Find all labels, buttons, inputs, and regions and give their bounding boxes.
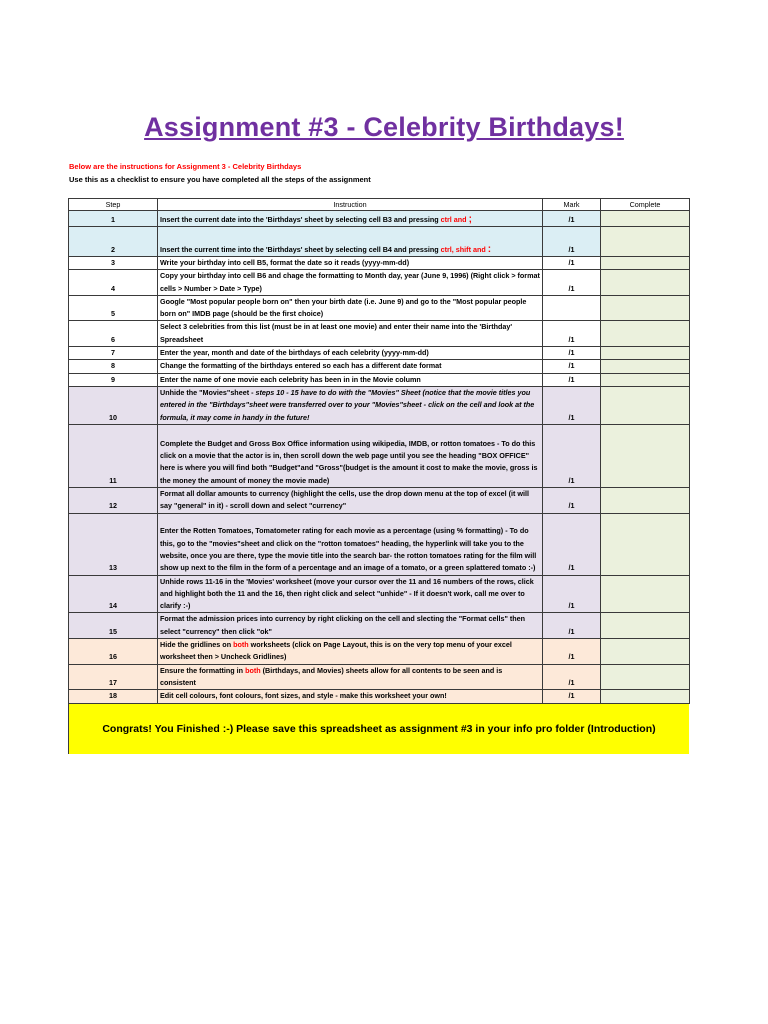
complete-cell[interactable] bbox=[601, 613, 690, 639]
instruction-text: Edit cell colours, font colours, font sizes, and style - make this worksheet your own! bbox=[160, 691, 447, 701]
step-number: 5 bbox=[69, 295, 158, 321]
instruction-text: Change the formatting of the birthdays entered so each has a different date format bbox=[160, 361, 442, 371]
mark-cell: /1 bbox=[543, 373, 601, 386]
instruction-cell bbox=[158, 227, 543, 257]
instruction-cell bbox=[158, 257, 543, 270]
complete-cell[interactable] bbox=[601, 386, 690, 424]
mark-cell: /1 bbox=[543, 321, 601, 347]
instruction-text: Enter the year, month and date of the birthdays of each celebrity (yyyy-mm-dd) bbox=[160, 348, 429, 358]
instruction-text: Copy your birthday into cell B6 and chage the formatting to Month day, year (June 9, 1996) (Right click > format cells > Number > Date > Type) bbox=[160, 271, 540, 293]
step-number: 16 bbox=[69, 639, 158, 665]
instruction-cell bbox=[158, 664, 543, 690]
table-row bbox=[69, 664, 690, 690]
complete-cell[interactable] bbox=[601, 575, 690, 613]
header-mark: Mark bbox=[543, 199, 601, 211]
complete-cell[interactable] bbox=[601, 321, 690, 347]
step-number: 9 bbox=[69, 373, 158, 386]
table-row bbox=[69, 373, 690, 386]
instruction-text: Insert the current date into the 'Birthdays' sheet by selecting cell B3 and pressing bbox=[160, 214, 441, 224]
header-complete: Complete bbox=[601, 199, 690, 211]
step-number: 8 bbox=[69, 360, 158, 373]
instruction-text: Insert the current time into the 'Birthdays' sheet by selecting cell B4 and pressing bbox=[160, 244, 441, 254]
table-row bbox=[69, 295, 690, 321]
instruction-cell bbox=[158, 211, 543, 227]
instruction-text: Enter the Rotten Tomatoes, Tomatometer rating for each movie as a percentage (using % formatting) - To do this, go to the "movies"sheet and click on the "rotton tomatoes" heading, the hyperlink will take you to the website, once you are there, type the movie title into the search bar- the rotton tomatoes rating for the film will show up next to the film in the form of a percentage and an image of a tomato, or a green splattered tomato :-) bbox=[160, 526, 537, 573]
mark-cell: /1 bbox=[543, 270, 601, 296]
instruction-text: Write your birthday into cell B5, format the date so it reads (yyyy-mm-dd) bbox=[160, 258, 410, 267]
mark-cell: /1 bbox=[543, 613, 601, 639]
instruction-text: Select 3 celebrities from this list (must be in at least one movie) and enter their name into the 'Birthday' Spreadsheet bbox=[160, 322, 513, 344]
mark-cell: /1 bbox=[543, 227, 601, 257]
table-row bbox=[69, 257, 690, 270]
header-row bbox=[69, 199, 690, 211]
complete-cell[interactable] bbox=[601, 295, 690, 321]
instruction-text: both bbox=[233, 640, 249, 650]
complete-cell[interactable] bbox=[601, 690, 690, 703]
table-row bbox=[69, 613, 690, 639]
mark-cell: /1 bbox=[543, 211, 601, 227]
table-row bbox=[69, 321, 690, 347]
complete-cell[interactable] bbox=[601, 227, 690, 257]
instruction-text: worksheets (click on Page Layout, this is on the very top menu of your excel worksheet then > Uncheck Gridlines) bbox=[160, 640, 512, 662]
instruction-cell bbox=[158, 513, 543, 575]
table-row bbox=[69, 347, 690, 360]
instruction-text: ; bbox=[468, 213, 472, 225]
instruction-cell bbox=[158, 347, 543, 360]
mark-cell: /1 bbox=[543, 487, 601, 513]
complete-cell[interactable] bbox=[601, 257, 690, 270]
complete-cell[interactable] bbox=[601, 360, 690, 373]
instruction-text: both bbox=[245, 665, 261, 675]
instruction-cell bbox=[158, 424, 543, 487]
step-number: 2 bbox=[69, 227, 158, 257]
table-row bbox=[69, 360, 690, 373]
instruction-text: (Birthdays, and Movies) sheets allow for all contents to be seen and is consistent bbox=[160, 665, 503, 687]
instruction-text: Ensure the formatting in bbox=[160, 665, 246, 675]
mark-cell: /1 bbox=[543, 690, 601, 703]
table-row bbox=[69, 211, 690, 227]
mark-cell: /1 bbox=[543, 386, 601, 424]
instruction-cell bbox=[158, 360, 543, 373]
instruction-cell bbox=[158, 386, 543, 424]
complete-cell[interactable] bbox=[601, 487, 690, 513]
complete-cell[interactable] bbox=[601, 639, 690, 665]
step-number: 4 bbox=[69, 270, 158, 296]
instruction-text: Hide the gridlines on bbox=[160, 640, 234, 650]
step-number: 10 bbox=[69, 386, 158, 424]
instruction-text: ctrl and bbox=[440, 214, 469, 224]
mark-cell: /1 bbox=[543, 575, 601, 613]
mark-cell: /1 bbox=[543, 257, 601, 270]
instruction-text: Unhide the "Movies"sheet - bbox=[160, 388, 256, 398]
instruction-text: ctrl, shift and bbox=[440, 244, 488, 254]
mark-cell: /1 bbox=[543, 664, 601, 690]
complete-cell[interactable] bbox=[601, 347, 690, 360]
instruction-cell bbox=[158, 295, 543, 321]
instruction-cell bbox=[158, 690, 543, 703]
instruction-cell bbox=[158, 321, 543, 347]
mark-cell bbox=[543, 295, 601, 321]
step-number: 3 bbox=[69, 257, 158, 270]
intro-line: Use this as a checklist to ensure you have completed all the steps of the assignment bbox=[69, 175, 371, 184]
step-number: 13 bbox=[69, 513, 158, 575]
step-number: 1 bbox=[69, 211, 158, 227]
instruction-cell bbox=[158, 613, 543, 639]
instruction-cell bbox=[158, 373, 543, 386]
complete-cell[interactable] bbox=[601, 270, 690, 296]
congrats-banner: Congrats! You Finished :-) Please save this spreadsheet as assignment #3 in your info pro folder (Introduction) bbox=[68, 704, 689, 754]
table-row bbox=[69, 690, 690, 703]
step-number: 14 bbox=[69, 575, 158, 613]
step-number: 18 bbox=[69, 690, 158, 703]
table-row bbox=[69, 424, 690, 487]
mark-cell: /1 bbox=[543, 360, 601, 373]
complete-cell[interactable] bbox=[601, 373, 690, 386]
mark-cell: /1 bbox=[543, 347, 601, 360]
table-row bbox=[69, 639, 690, 665]
header-instruction: Instruction bbox=[158, 199, 543, 211]
instruction-cell bbox=[158, 270, 543, 296]
instruction-text: Enter the name of one movie each celebrity has been in in the Movie column bbox=[160, 374, 421, 384]
complete-cell[interactable] bbox=[601, 513, 690, 575]
checklist-table bbox=[68, 198, 690, 704]
instruction-text: Unhide rows 11-16 in the 'Movies' worksheet (move your cursor over the 11 and 16 numbers of the rows, click and highlight both the 11 and the 16, then right click and select "unhide" - If it doesn't work, call me over to clarify :-) bbox=[160, 576, 534, 611]
table-row bbox=[69, 386, 690, 424]
instruction-text: : bbox=[487, 243, 492, 255]
step-number: 7 bbox=[69, 347, 158, 360]
step-number: 15 bbox=[69, 613, 158, 639]
intro-line-red: Below are the instructions for Assignment 3 - Celebrity Birthdays bbox=[69, 162, 302, 171]
table-row bbox=[69, 487, 690, 513]
instruction-text: Complete the Budget and Gross Box Office information using wikipedia, IMDB, or rotton tomatoes - To do this click on a movie that the actor is in, then scroll down the web page until you see the heading "BOX OFFICE" here is where you will find both "Budget"and "Gross"(budget is the amount it cost to make the movie, gross is the money the amount of money the movie made) bbox=[160, 438, 538, 485]
instruction-text: steps 10 - 15 have to do with the "Movies" Sheet (notice that the movie titles you entered in the "Birthdays"sheet were transferred over to your "Movies"sheet - click on the cell and look at the formula, it may come in handy in the future! bbox=[160, 388, 535, 422]
table-row bbox=[69, 575, 690, 613]
instruction-text: Format all dollar amounts to currency (highlight the cells, use the drop down menu at the top of excel (it will say "general" in it) - scroll down and select "currency" bbox=[160, 488, 529, 511]
step-number: 11 bbox=[69, 424, 158, 487]
step-number: 17 bbox=[69, 664, 158, 690]
instruction-cell bbox=[158, 639, 543, 665]
page-title: Assignment #3 - Celebrity Birthdays! bbox=[144, 112, 624, 142]
instruction-text: Google "Most popular people born on" then your birth date (i.e. June 9) and go to the "Most popular people born on" IMDB page (should be the first choice) bbox=[160, 296, 527, 319]
complete-cell[interactable] bbox=[601, 424, 690, 487]
complete-cell[interactable] bbox=[601, 664, 690, 690]
mark-cell: /1 bbox=[543, 513, 601, 575]
step-number: 12 bbox=[69, 487, 158, 513]
table-row bbox=[69, 227, 690, 257]
instruction-cell bbox=[158, 575, 543, 613]
mark-cell: /1 bbox=[543, 424, 601, 487]
instruction-cell bbox=[158, 487, 543, 513]
mark-cell: /1 bbox=[543, 639, 601, 665]
instruction-text: Format the admission prices into currency by right clicking on the cell and slecting the "Format cells" then select "currency" then click "ok" bbox=[160, 614, 526, 636]
step-number: 6 bbox=[69, 321, 158, 347]
complete-cell[interactable] bbox=[601, 211, 690, 227]
table-row bbox=[69, 513, 690, 575]
table-row bbox=[69, 270, 690, 296]
header-step: Step bbox=[69, 199, 158, 211]
